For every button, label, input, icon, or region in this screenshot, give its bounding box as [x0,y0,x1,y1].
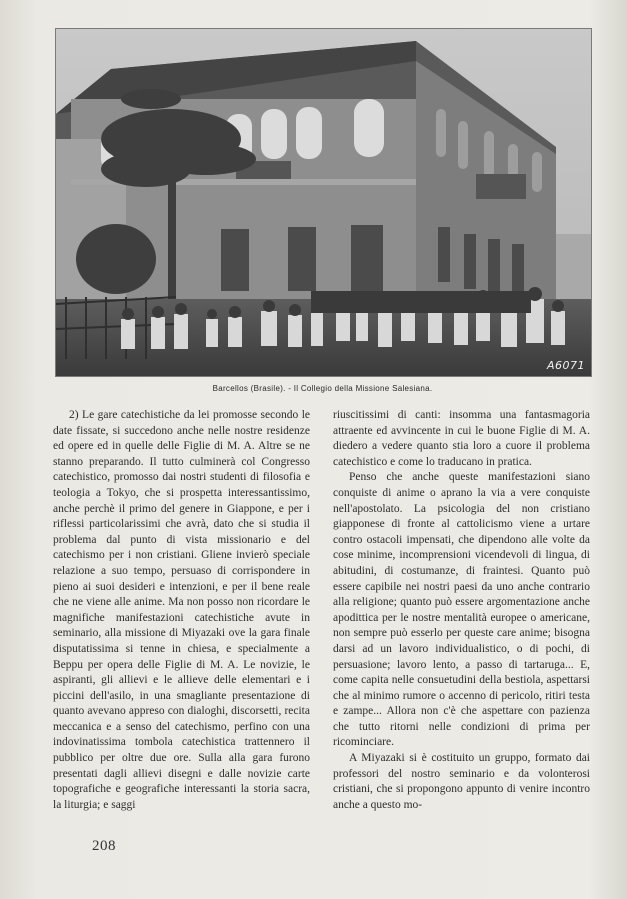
page-number: 208 [92,838,116,854]
college-building-image [56,29,591,376]
college-photo [55,28,592,377]
right-paragraph-2: Penso che anche queste manifestazioni siano conquiste di anime o aprano la via a vere conquiste nell'apostolato. La psicologia del non cristiano giapponese di fronte al cattolicismo viene a urtare contro ostacoli impensati, che dipendono alle volte da cose minime, incomprensioni vicendevoli di lingua, di abitudini, di costumanze, di fraintesi. Quanto può essere capibile nei nostri paesi da uno anche contrario alla religione; quanto può essere argomentazione anche apodittica per le nostre mentalità europee o americane, non sempre può esserlo per queste care anime; bisogna darsi ad un lavoro individualistico, o di pochi, di persuasione; lavoro lento, a passo di tartaruga... E, come capita nelle consuetudini della bestiola, aspettarsi che al minimo rumore o accenno di pericolo, ritiri testa e zampe... Allora non c'è che aspettare con pazienza che tutto ritorni nelle condizioni di prima per ricominciare. [333,471,590,749]
right-column [333,408,590,813]
left-column [53,408,310,813]
left-paragraph-1: 2) Le gare catechistiche da lei promosse secondo le date fissate, si succedono anche nelle nostre residenze ed opere ed in quelle delle Figlie di M. A. Altre se ne stanno preparando. Il tutto culminerà col Congresso catechistico, promosso dai nostri studenti di filosofia e teologia a Tokyo, che si prospetta interessantissimo, anche perchè il primo del genere in Giappone, e per i riflessi particolarissimi che avrà, dato che si studia il problema dal punto di vista missionario e del catechismo per i non cristiani. Gliene invierò speciale relazione a suo tempo, persuaso di corrispondere in pieno ai suoi desideri e intenzioni, e per il bene reale che ne viene alle anime. Ma non posso non ricordare le magnifiche manifestazioni catechistiche avute in seminario, alla missione di Miyazaki ove la gara finale disputatissima si tenne in chiesa, e specialmente a Beppu per opera delle Figlie di M. A. Le novizie, le aspiranti, gli allievi e le allieve delle elementari e i piccini dell'asilo, in una smagliante presentazione di quanto avevano appreso con dialoghi, discorsetti, recita meccanica e a senso del catechismo, perfino con una indovinatissima tombola catechistica trattennero il pubblico per oltre due ore. Sulla alla gara furono presentati dagli allievi disegni e dalle novizie carte topografiche e geografiche interessanti la storia sacra, la liturgia; e saggi [53,409,310,811]
photo-caption: Barcellos (Brasile). - Il Collegio della Missione Salesiana. [212,384,433,393]
photo-archive-code: A6071 [546,359,585,372]
right-paragraph-1: riuscitissimi di canti: insomma una fantasmagoria attraente ed avvincente in cui le buone Figlie di M. A. diedero a vedere quanto stia loro a cuore il problema catechistico e come lo traducano in pratica. [333,409,590,468]
right-paragraph-3: A Miyazaki si è costituito un gruppo, formato dai professori del nostro seminario e da volonterosi cristiani, che si propongono appunto di venire incontro anche a questo mo- [333,752,590,811]
